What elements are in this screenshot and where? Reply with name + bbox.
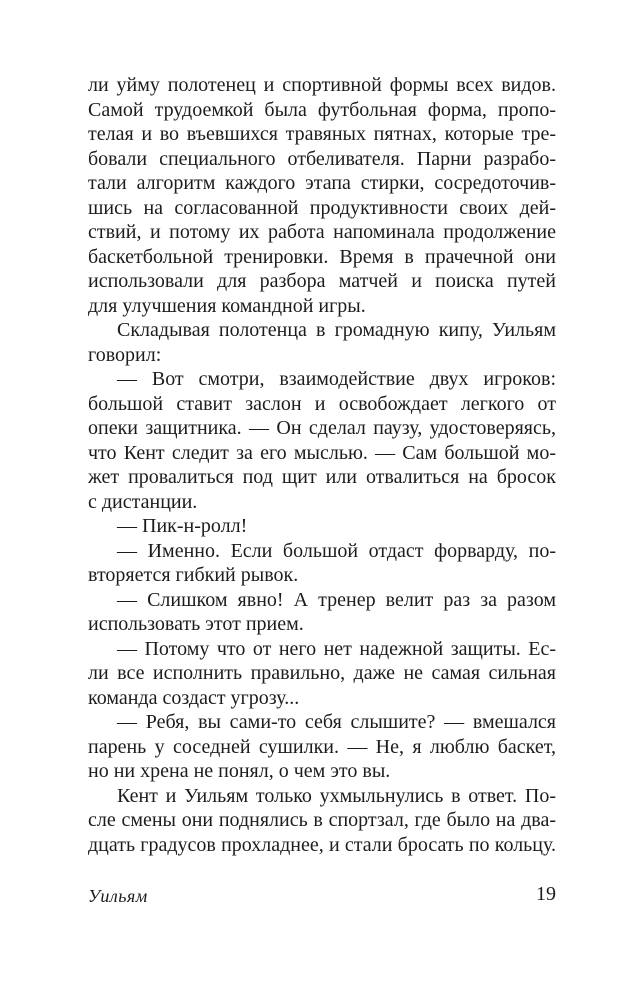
text-line: бовали специального отбеливателя. Парни разрабо- <box>88 147 556 170</box>
text-line: использовали для разбора матчей и поиска путей <box>88 270 556 292</box>
running-title: Уильям <box>88 886 148 906</box>
text-line: — Именно. Если большой отдаст форварду, по- <box>117 539 556 562</box>
text-line: — Вот смотри, взаимодействие двух игроков: <box>117 368 556 390</box>
text-line: вторяется гибкий рывок. <box>88 564 299 586</box>
text-line: телая и во въевшихся травяных пятнах, которые тре- <box>88 123 556 145</box>
text-line: Самой трудоемкой была футбольная форма, пропо- <box>88 98 556 121</box>
text-line: тали алгоритм каждого этапа стирки, сосредоточив- <box>88 172 556 194</box>
text-line: ли все исполнить правильно, даже не самая сильная <box>88 662 556 684</box>
text-line: — Пик-н-ролл! <box>117 515 248 537</box>
text-line: использовать этот прием. <box>88 613 304 635</box>
text-line: говорил: <box>88 343 162 366</box>
text-line: — Ребя, вы сами-то себя слышите? — вмешался <box>117 711 556 733</box>
text-line: Складывая полотенца в громадную кипу, Уильям <box>117 319 556 341</box>
text-line: парень у соседней сушилки. — Не, я люблю баскет, <box>88 735 556 758</box>
text-line: Кент и Уильям только ухмыльнулись в ответ. По- <box>117 784 556 807</box>
text-line: ствий, и потому их работа напоминала продолжение <box>88 221 556 243</box>
text-line: команда создаст угрозу... <box>88 686 300 709</box>
text-line: для улучшения командной игры. <box>88 294 366 317</box>
text-line: большой ставит заслон и освобождает легкого от <box>88 392 556 415</box>
text-line: шись на согласованной продуктивности своих дей- <box>88 196 556 219</box>
text-line: сле смены они поднялись в спортзал, где было на два- <box>88 809 556 831</box>
text-line: — Слишком явно! А тренер велит раз за разом <box>117 588 556 611</box>
text-line: — Потому что от него нет надежной защиты. Ес- <box>117 637 556 660</box>
text-line: баскетбольной тренировки. Время в прачечной они <box>88 245 556 268</box>
text-line: жет провалиться под щит или отвалиться на бросок <box>88 466 556 488</box>
page-number: 19 <box>536 883 556 905</box>
text-line: но ни хрена не понял, о чем это вы. <box>88 760 391 782</box>
text-line: с дистанции. <box>88 490 198 513</box>
text-line: опеки защитника. — Он сделал паузу, удостоверяясь, <box>88 417 556 439</box>
text-line: что Кент следит за его мыслью. — Сам большой мо- <box>88 441 556 464</box>
text-line: дцать градусов прохладнее, и стали бросать по кольцу. <box>88 833 556 856</box>
text-line: ли уйму полотенец и спортивной формы всех видов. <box>88 74 556 96</box>
